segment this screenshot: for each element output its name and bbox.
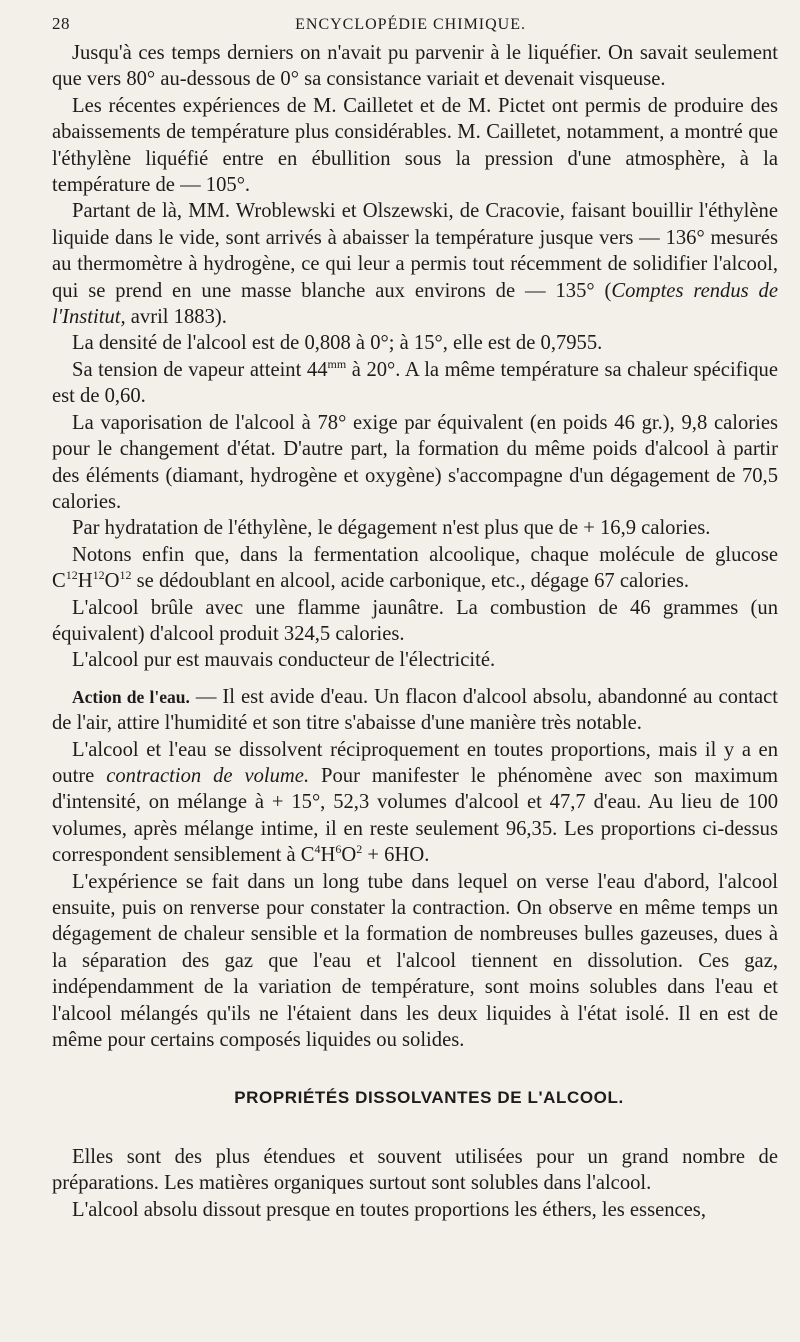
paragraph bbox=[52, 737, 778, 869]
formula-superscript: 6 bbox=[335, 842, 342, 857]
paragraph: L'alcool absolu dissout presque en toutes proportions les éthers, les essences, bbox=[72, 1198, 706, 1221]
running-header bbox=[52, 14, 778, 34]
paragraph: L'expérience se fait dans un long tube dans lequel on verse l'eau d'abord, l'alcool ensuite, puis on renverse pour constater la contraction. On observe en même temps un dégagement de chaleur sensible et la formation de nombreuses bulles gazeuses, dues à la séparation des gaz que l'eau et l'alcool tiennent en dissolution. Ces gaz, indépendamment de la variation de température, sont moins solubles dans l'eau et l'alcool mélangés qu'ils ne l'étaient dans les deux liquides à l'état isolé. Il en est de même pour certains composés liquides ou solides. bbox=[52, 870, 778, 1052]
text: Notons enfin que, dans la fermentation alcoolique, chaque molécule de glucose C bbox=[52, 543, 778, 593]
paragraph: Jusqu'à ces temps derniers on n'avait pu parvenir à le liquéfier. On savait seulement que vers 80° au-dessous de 0° sa consistance variait et devenait visqueuse. bbox=[52, 42, 778, 91]
emphasis: contraction de volume. bbox=[106, 764, 310, 787]
text: Sa tension de vapeur atteint 44 bbox=[72, 358, 328, 381]
text: H bbox=[77, 570, 93, 593]
text: Partant de là, MM. Wroblewski et Olszewski, de Cracovie, faisant bouillir l'éthylène liquide dans le vide, sont arrivés à abaisser la température jusque vers — 136° mesurés au thermomètre à hydrogène, ce qui leur a permis tout récemment de solidifier l'alcool, qui se prend en une masse blanche aux environs de — 135° ( bbox=[52, 200, 778, 302]
page-body bbox=[52, 40, 778, 1223]
text: se dédoublant en alcool, acide carbonique, etc., dégage 67 calories. bbox=[131, 570, 690, 593]
paragraph: L'alcool pur est mauvais conducteur de l'électricité. bbox=[72, 649, 496, 672]
formula-superscript: 2 bbox=[356, 842, 363, 857]
text: + 6HO. bbox=[362, 844, 430, 867]
paragraph: La densité de l'alcool est de 0,808 à 0°; à 15°, elle est de 0,7955. bbox=[72, 332, 603, 355]
section-heading: PROPRIÉTÉS DISSOLVANTES DE L'ALCOOL. bbox=[234, 1088, 624, 1108]
text: à 20°. A la même température sa chaleur spécifique est de 0,60. bbox=[52, 358, 778, 408]
paragraph bbox=[52, 542, 778, 595]
paragraph: Elles sont des plus étendues et souvent utilisées pour un grand nombre de préparations. Les matières organiques surtout sont solubles dans l'alcool. bbox=[52, 1145, 778, 1195]
text: avril 1883). bbox=[125, 306, 227, 329]
run-in-heading: Action de l'eau. bbox=[72, 686, 190, 707]
page-number: 28 bbox=[52, 14, 70, 33]
paragraph: Par hydratation de l'éthylène, le dégagement n'est plus que de + 16,9 calories. bbox=[72, 517, 711, 540]
unit-superscript: mm bbox=[327, 357, 347, 372]
text: O bbox=[341, 844, 357, 867]
text: — Il est avide d'eau. Un flacon d'alcool absolu, abandonné au contact de l'air, attire l'humidité et son titre s'abaisse d'une manière très notable. bbox=[52, 685, 779, 735]
paragraph bbox=[52, 684, 778, 737]
text: H bbox=[320, 844, 336, 867]
paragraph bbox=[52, 357, 778, 410]
text: L'alcool et l'eau se dissolvent réciproquement en toutes proportions, mais il y a en outre bbox=[52, 738, 778, 787]
text: Pour manifester le phénomène avec son maximum d'intensité, on mélange à + 15°, 52,3 volumes d'alcool et 47,7 d'eau. Au lieu de 100 volumes, après mélange intime, il en reste seulement 96,35. Les proportions ci-dessus correspondent sensiblement à C bbox=[52, 764, 779, 867]
paragraph: Les récentes expériences de M. Cailletet et de M. Pictet ont permis de produire des abaissements de température plus considérables. M. Cailletet, notamment, a montré que l'éthylène liquéfié entre en ébullition sous la pression d'une atmosphère, à la température de — 105°. bbox=[52, 94, 778, 197]
formula-superscript: 12 bbox=[65, 568, 78, 583]
paragraph bbox=[52, 198, 778, 330]
text: O bbox=[104, 570, 120, 593]
paragraph: L'alcool brûle avec une flamme jaunâtre. La combustion de 46 grammes (un équivalent) d'alcool produit 324,5 calories. bbox=[52, 596, 778, 645]
citation-title: Comptes rendus de l'Institut, bbox=[52, 279, 778, 329]
formula-superscript: 4 bbox=[314, 842, 321, 857]
paragraph: La vaporisation de l'alcool à 78° exige par équivalent (en poids 46 gr.), 9,8 calories pour le changement d'état. D'autre part, la formation du même poids d'alcool à partir des éléments (diamant, hydrogène et oxygène) s'accompagne d'un dégagement de 70,5 calories. bbox=[52, 411, 778, 513]
formula-superscript: 12 bbox=[119, 568, 132, 583]
running-title: ENCYCLOPÉDIE CHIMIQUE. bbox=[295, 16, 526, 33]
formula-superscript: 12 bbox=[92, 568, 105, 583]
